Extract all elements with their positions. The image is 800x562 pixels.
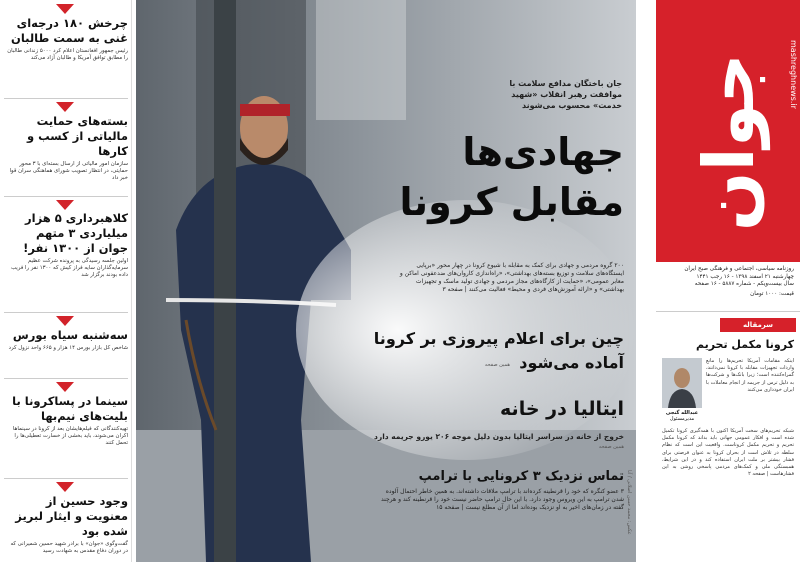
left-story-6[interactable]	[4, 494, 128, 555]
left-story-title: چرخش ۱۸۰ درجه‌ای غنی به سمت طالبان	[11, 16, 128, 45]
story-marker-icon	[56, 316, 74, 326]
divider	[4, 98, 128, 99]
author-name: عبدالله گنجی	[665, 410, 699, 416]
story-marker-icon	[56, 102, 74, 112]
left-story-title: وجود حسین از معنویت و ایثار لبریز شده بود	[15, 494, 128, 538]
story2-ref: همین صفحه	[484, 362, 510, 368]
story4-body: ۳ عضو کنگره که خود را قرنطینه کرده‌اند با ترامپ ملاقات داشته‌اند. به همین خاطر احتمال آلوده شدن ترامپ به این ویروس وجود دارد. با این حال ترامپ حاضر نیست خود را قرنطینه کند و هرچند گفته در زمان‌های اخیر به او نزدیک بوده‌اند اما از آن مطلع نیست | صفحه ۱۵	[381, 488, 624, 511]
story4-title[interactable]: تماس نزدیک ۳ کرونایی با ترامپ	[418, 469, 624, 484]
left-story-title: کلاهبرداری ۵ هزار میلیاردی ۳ متهم جوان از ۱۳۰۰ نفر!	[23, 211, 128, 255]
headline-line-1[interactable]: جهادی‌ها	[462, 130, 624, 174]
story-marker-icon	[56, 200, 74, 210]
editorial-column	[656, 316, 800, 562]
editorial-title[interactable]: کرونا مکمل تحریم	[695, 338, 794, 351]
site-url[interactable]: mashreghnews.ir	[789, 40, 798, 109]
story-marker-icon	[56, 482, 74, 492]
author-portrait-icon	[662, 358, 702, 408]
photo-credit: عکس: محمد حسن اصلانی / آنا	[626, 470, 632, 535]
left-story-5[interactable]	[4, 394, 128, 447]
author-block	[662, 410, 702, 422]
story3-sub: خروج از خانه در سراسر ایتالیا بدون دلیل موجه ۲۰۶ یورو جریمه دارد	[374, 432, 624, 441]
masthead-info	[656, 262, 800, 312]
story-marker-icon	[56, 382, 74, 392]
left-news-column	[0, 0, 132, 562]
paper-date: چهارشنبه ۲۱ اسفند ۱۳۹۸ - ۱۶ رجب ۱۴۴۱	[696, 273, 794, 280]
lead-paragraph: ۲۰۰ گروه مردمی و جهادی برای کمک به مقابله با شیوع کرونا در چهار محور «برپایی ایستگاه‌های سلامت و توزیع بسته‌های بهداشتی»، «راه‌اندازی کاروان‌های ضدعفونی اماکن و معابر عمومی»، «حمایت از کارگاه‌های مجاز مردمی و جهادی تولید ماسک و تجهیزات بهداشتی» و «ارائه آموزش‌های فردی و محیط» فعالیت می‌کنند | صفحه ۳	[399, 262, 624, 293]
paper-subtitle: روزنامه سیاسی، اجتماعی و فرهنگی صبح ایران	[684, 266, 794, 272]
editorial-text-bottom: شبکه تحریم‌های سخت آمریکا اکنون با همه‌گیری کرونا تکمیل شده است و افکار عمومی جهانی باید بداند که کرونا مکمل تحریم و تحریم مکمل کروناست. واقعیت این است که نظام سلطه در تلاش است از بحران کرونا به عنوان فرصتی برای فشار بیشتر بر ملت ایران استفاده کند و در این شرایط، همبستگی ملی و کمک‌های مردمی پاسخی روشن به این فشارهاست | صفحه ۲	[662, 428, 794, 478]
left-story-4[interactable]	[4, 328, 128, 352]
editorial-tag: سرمقاله	[720, 318, 796, 332]
kicker: جان باختگان مدافع سلامت با موافقت رهبر انقلاب «شهید خدمت» محسوب می‌شوند	[509, 79, 622, 110]
left-story-title: بسته‌های حمایت مالیاتی از کسب و کارها	[26, 114, 128, 158]
divider	[4, 312, 128, 313]
editorial-text-top: اینکه مقامات آمریکا تحریم‌ها را مانع واردات تجهیزات مقابله با کرونا نمی‌دانند، گمراه‌کننده است؛ زیرا بانک‌ها و شرکت‌ها به دلیل ترس از جریمه از انجام معاملات با ایران خودداری می‌کنند	[706, 358, 794, 393]
left-story-title: سینما در پساکرونا با بلیت‌های نیم‌بها	[12, 394, 128, 423]
lead-photo[interactable]	[136, 0, 636, 562]
left-story-title: سه‌شنبه سیاه بورس	[12, 328, 128, 342]
author-role: مدیرمسئول	[669, 416, 695, 422]
masthead	[656, 0, 800, 262]
divider	[4, 378, 128, 379]
left-story-body: گفت‌وگوی «جوان» با برادر شهید حسین شمیرانی که در دوران دفاع مقدس به شهادت رسید	[10, 541, 128, 554]
masthead-title[interactable]: جوان	[688, 53, 770, 232]
left-story-body: رئیس جمهور افغانستان اعلام کرد ۵۰۰۰ زندانی طالبان را مطابق توافق آمریکا و طالبان آزاد می‌کند	[7, 48, 128, 61]
left-story-3[interactable]	[4, 211, 128, 279]
author-photo	[662, 358, 702, 408]
left-story-body: اولین جلسه رسیدگی به پرونده شرکت عظیم سرمایه‌گذاران سایه فراز کیش که ۱۳۰۰ نفر را فریب داده بودند برگزار شد	[10, 258, 128, 278]
story3-ref: همین صفحه	[598, 444, 624, 450]
left-story-1[interactable]	[4, 16, 128, 62]
divider	[4, 196, 128, 197]
left-story-body: تهیه‌کنندگانی که فیلم‌هایشان بعد از کرونا در سینماها اکران می‌شوند، باید بخشی از خسارت تعطیلی‌ها را تحمل کنند	[12, 426, 128, 446]
story2-title-line2[interactable]: آماده می‌شود	[519, 353, 624, 372]
paper-issue: سال بیست‌ویکم - شماره ۵۸۸۷ - ۱۶ صفحه	[694, 281, 794, 287]
paper-price: قیمت: ۱۰۰۰ تومان	[750, 290, 794, 297]
divider	[4, 478, 128, 479]
left-story-2[interactable]	[4, 114, 128, 182]
story3-title[interactable]: ایتالیا در خانه	[500, 398, 624, 420]
story-marker-icon	[56, 4, 74, 14]
headline-line-2[interactable]: مقابل کرونا	[399, 180, 624, 224]
left-story-body: سازمان امور مالیاتی از ارسال بسته‌ای با ۳ محور حمایتی، در انتظار تصویب شورای هماهنگی سران قوا خبر داد	[9, 161, 128, 181]
left-story-body: شاخص کل بازار بورس ۱۴ هزار و ۶۶۵ واحد نزول کرد	[8, 345, 128, 351]
story2-title-line1[interactable]: چین برای اعلام پیروزی بر کرونا	[373, 329, 624, 348]
